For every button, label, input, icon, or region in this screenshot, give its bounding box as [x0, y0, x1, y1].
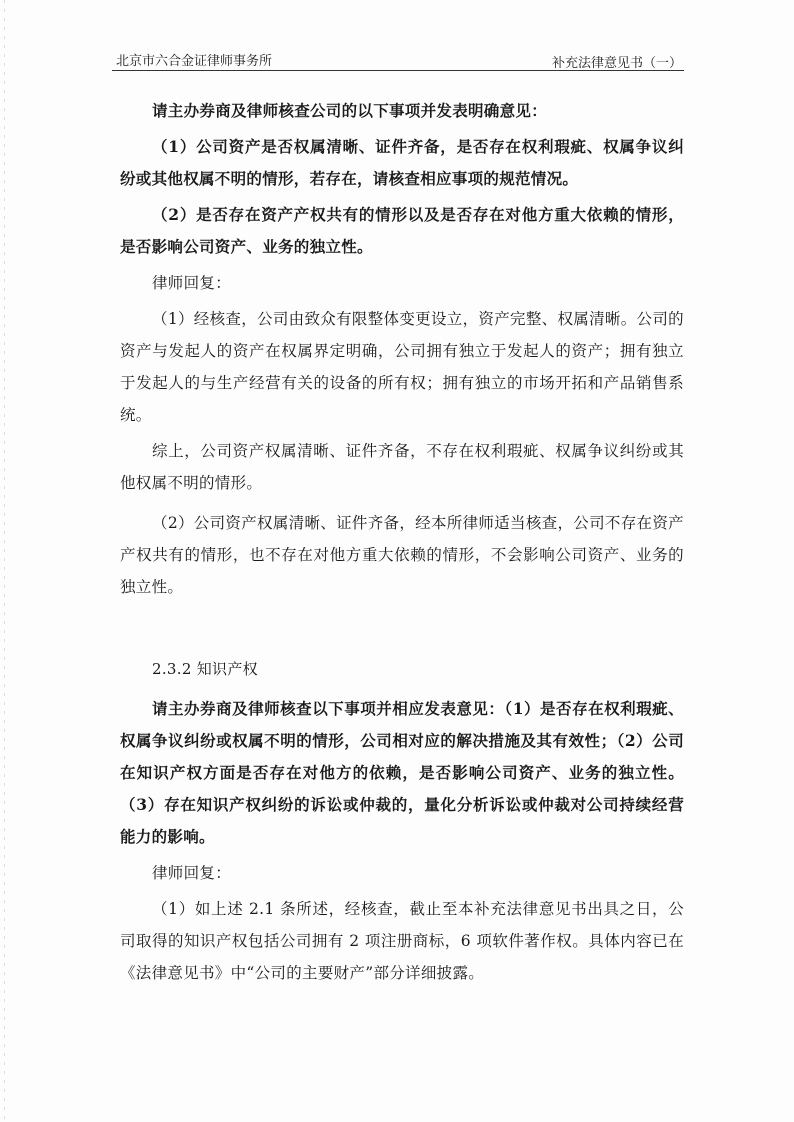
answer-1-label: 律师回复：	[152, 274, 232, 292]
scan-edge-mark	[4, 0, 5, 1122]
answer-1-paragraph-3: （2）公司资产权属清晰、证件齐备，经本所律师适当核查，公司不存在资产产权共有的情形，也不存在对他方重大依赖的情形，不会影响公司资产、业务的独立性。	[120, 514, 684, 596]
question-1-item-1: （1）公司资产是否权属清晰、证件齐备，是否存在权利瑕疵、权属争议纠纷或其他权属不明的情形，若存在，请核查相应事项的规范情况。	[120, 137, 684, 188]
header-document-title: 补充法律意见书（一）	[551, 56, 682, 71]
question-1-item-2: （2）是否存在资产产权共有的情形以及是否存在对他方重大依赖的情形，是否影响公司资产、业务的独立性。	[120, 205, 684, 256]
answer-1-paragraph-1: （1）经核查，公司由致众有限整体变更设立，资产完整、权属清晰。公司的资产与发起人的资产在权属界定明确，公司拥有独立于发起人的资产；拥有独立于发起人的与生产经营有关的设备的所有权；拥有独立的市场开拓和产品销售系统。	[120, 310, 684, 424]
page-body	[120, 95, 684, 989]
header-firm-name: 北京市六合金证律师事务所	[116, 54, 273, 69]
answer-2-paragraph-1: （1）如上述 2.1 条所述，经核查，截止至本补充法律意见书出具之日，公司取得的知识产权包括公司拥有 2 项注册商标，6 项软件著作权。具体内容已在《法律意见书》中“公司的主要财产”部分详细披露。	[120, 900, 684, 982]
answer-1-paragraph-2: 综上，公司资产权属清晰、证件齐备，不存在权利瑕疵、权属争议纠纷或其他权属不明的情形。	[120, 442, 684, 492]
question-1-intro: 请主办券商及律师核查公司的以下事项并发表明确意见：	[152, 101, 548, 120]
question-2-text: 请主办券商及律师核查以下事项并相应发表意见：（1）是否存在权利瑕疵、权属争议纠纷或权属不明的情形，公司相对应的解决措施及其有效性；（2）公司在知识产权方面是否存在对他方的依赖，是否影响公司资产、业务的独立性。（3）存在知识产权纠纷的诉讼或仲裁的，量化分析诉讼或仲裁对公司持续经营能力的影响。	[120, 699, 684, 846]
answer-2-label: 律师回复：	[152, 864, 232, 882]
section-heading: 2.3.2 知识产权	[152, 660, 258, 678]
page-header	[112, 48, 684, 71]
